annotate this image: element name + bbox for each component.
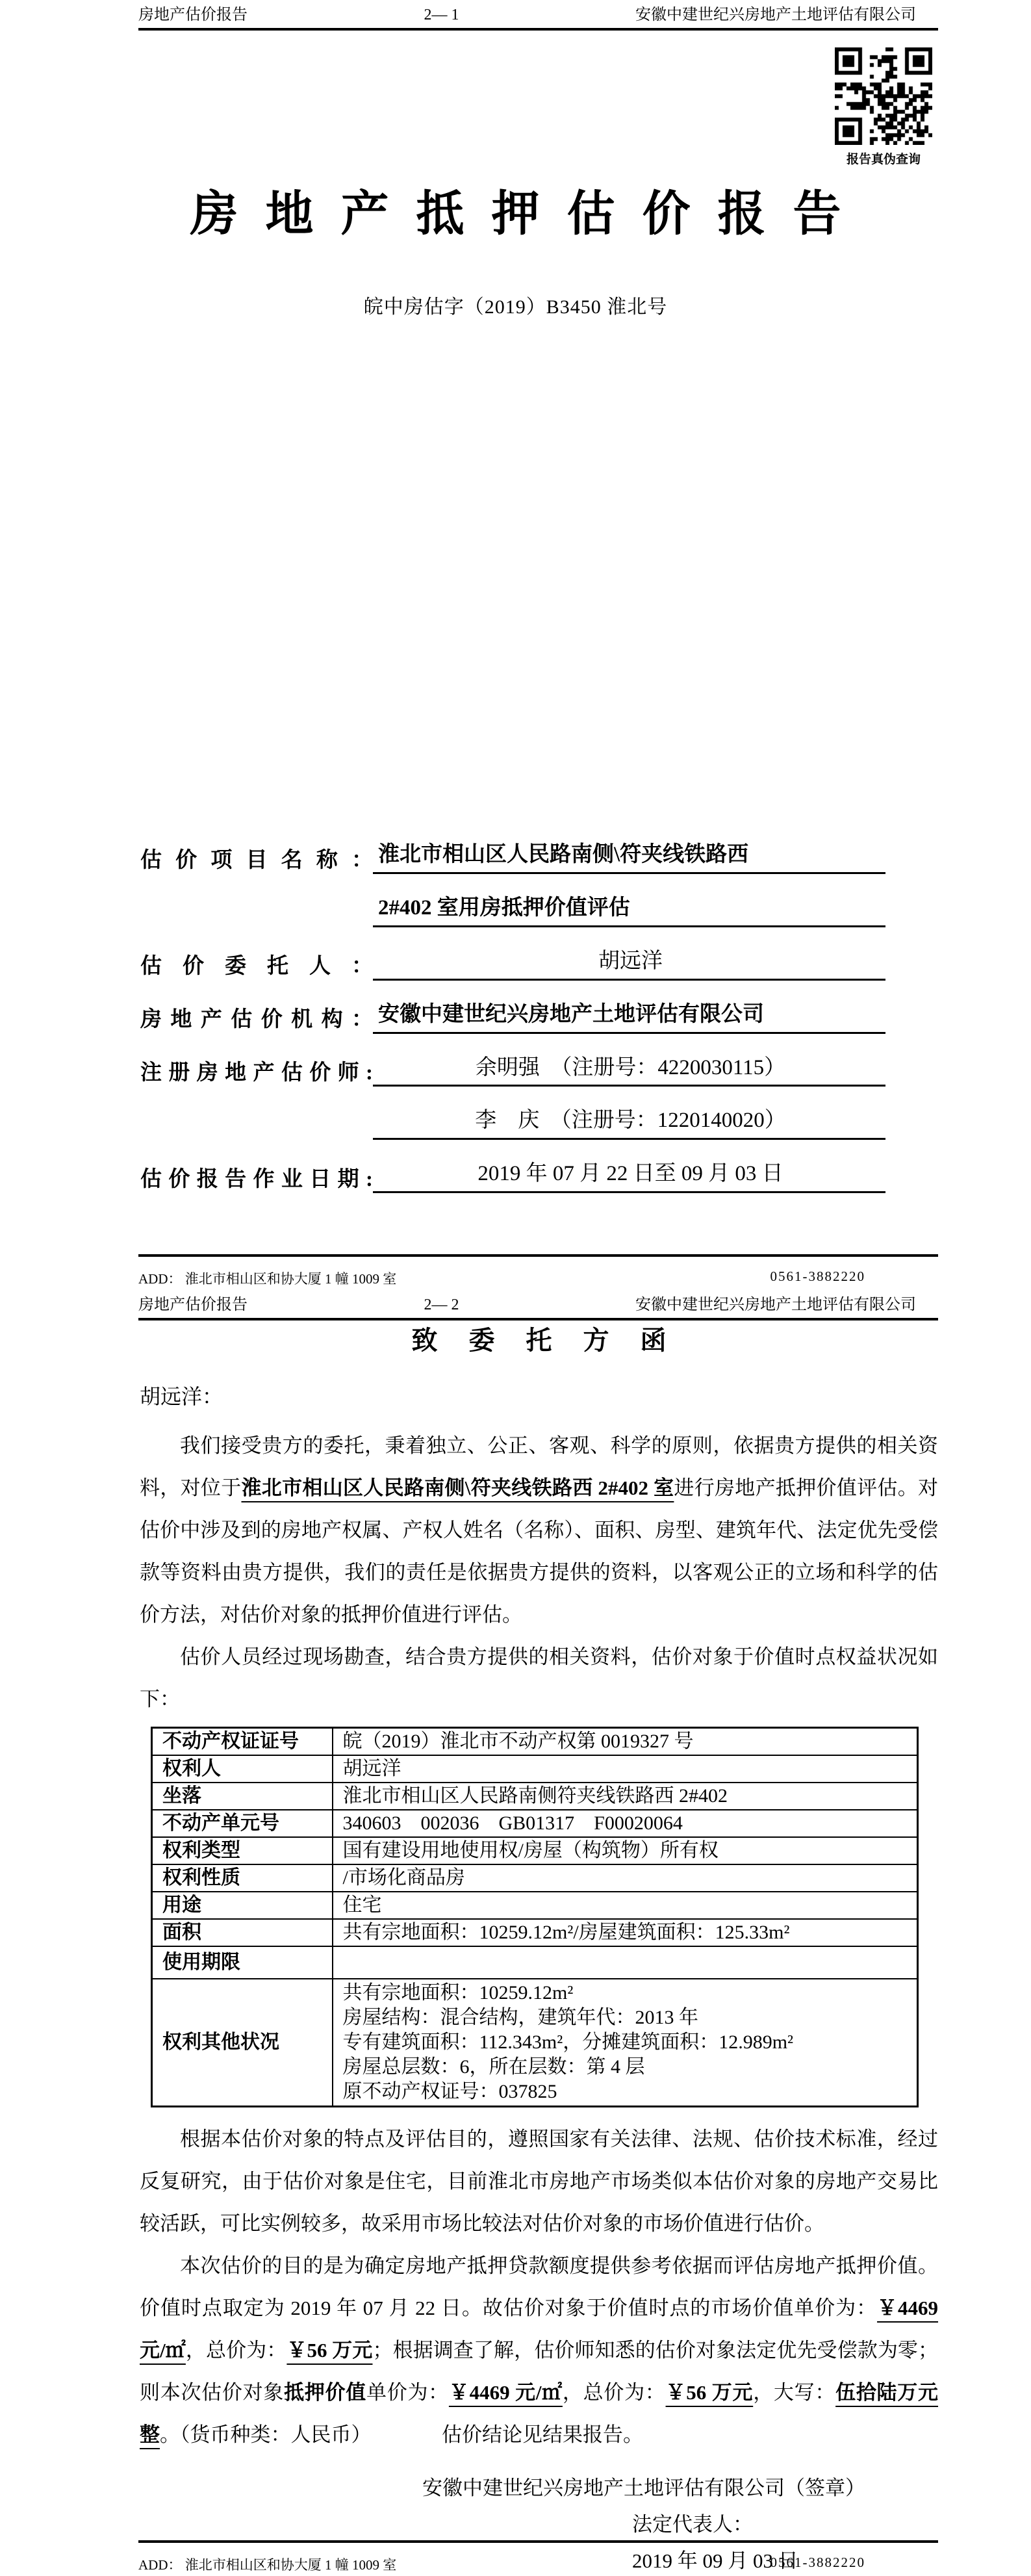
p1-text: 进行房地产抵押价值评估。对估价中涉及到的房地产权属、产权人姓名（名称）、面积、房型、建筑年代、法定优先受偿款等资料由贵方提供，我们的责任是依据贵方提供的资料，以客观公正的立场和科学的估价方法，对估价对象的抵押价值进行评估。	[140, 1476, 938, 1627]
table-value-cell: 住宅	[333, 1892, 918, 1919]
header-page-number: 2— 1	[424, 6, 459, 23]
letter-body	[0, 1290, 1031, 2576]
p1-text: 我们接受贵方的委托，秉着独立、公正、客观、科学的原则，依据贵方提供的相关资料，对位于	[140, 1434, 938, 1500]
p4-text: 。（货币种类：人民币） 估价结论见结果报告。	[160, 2423, 643, 2447]
table-label-cell: 权利性质	[152, 1864, 333, 1892]
table-value-cell	[333, 1946, 918, 1979]
table-label-cell: 坐落	[152, 1783, 333, 1810]
p4-text: ，总价为：	[185, 2339, 287, 2362]
table-row	[152, 1919, 918, 1946]
table-value-cell: /市场化商品房	[333, 1864, 918, 1892]
header-company: 安徽中建世纪兴房地产土地评估有限公司	[635, 1296, 916, 1313]
field-value: 胡远洋	[373, 947, 885, 981]
table-row	[152, 1810, 918, 1837]
field-agency	[140, 1001, 885, 1034]
p4-unit-price: ￥4469 元/㎡	[140, 2297, 939, 2362]
page-2	[0, 1290, 1031, 2576]
salutation: 胡远洋：	[140, 1385, 223, 1408]
page-2-header	[138, 1291, 938, 1320]
qr-caption: 报告真伪查询	[846, 153, 921, 166]
letter-title: 致委托方函	[411, 1326, 698, 1355]
table-row	[152, 1892, 918, 1919]
paragraph-3: 根据本估价对象的特点及评估目的，遵照国家有关法律、法规、估价技术标准，经过反复研究，由于估价对象是住宅，目前淮北市房地产市场类似本估价对象的房地产交易比较活跃，可比实例较多，故采用市场比较法对估价对象的市场价值进行估价。	[140, 2128, 938, 2235]
p4-text: ，大写：	[753, 2381, 836, 2404]
qr-code-icon	[835, 47, 932, 145]
table-label-cell: 权利类型	[152, 1837, 333, 1864]
table-row	[152, 1837, 918, 1864]
field-project-name	[140, 841, 885, 874]
signature-company: 安徽中建世纪兴房地产土地评估有限公司（签章）	[422, 2477, 865, 2500]
report-number: 皖中房估字（2019）B3450 淮北号	[363, 296, 668, 318]
table-row	[152, 1979, 918, 2107]
p4-mortgage-value-term: 抵押价值	[284, 2381, 366, 2404]
field-label: 估价项目名称：	[140, 848, 373, 872]
table-label-cell: 权利其他状况	[152, 1979, 333, 2107]
p4-total-price: ￥56 万元	[665, 2381, 754, 2404]
header-doc-type: 房地产估价报告	[138, 1296, 248, 1313]
table-value-line: 房屋结构：混合结构，建筑年代：2013 年	[342, 2007, 698, 2029]
page-1-footer	[138, 1254, 938, 1288]
p4-text: ；根据调查了解，估价师知悉的估价对象法定优先受偿款为零；则本次估价对象	[140, 2339, 939, 2404]
table-value-cell: 皖（2019）淮北市不动产权第 0019327 号	[333, 1728, 918, 1756]
page-2-footer	[138, 2540, 938, 2574]
table-value-cell: 淮北市相山区人民路南侧符夹线铁路西 2#402	[333, 1783, 918, 1810]
qr-block	[835, 47, 932, 167]
cover-fields	[140, 841, 885, 1213]
page-1-header	[138, 1, 938, 31]
table-label-cell: 使用期限	[152, 1946, 333, 1979]
table-label-cell: 面积	[152, 1919, 333, 1946]
footer-phone: 0561-3882220	[770, 2555, 865, 2570]
table-label-cell: 不动产权证证号	[152, 1728, 333, 1756]
p4-text: 本次估价的目的是为确定房地产抵押贷款额度提供参考依据而评估房地产抵押价值。价值时点取定为 2019 年 07 月 22 日。故估价对象于价值时点的市场价值单价为：	[140, 2254, 938, 2320]
p4-text: 单价为：	[366, 2381, 449, 2404]
table-row	[152, 1783, 918, 1810]
table-label-cell: 不动产单元号	[152, 1810, 333, 1837]
table-label-cell: 权利人	[152, 1755, 333, 1783]
table-row	[152, 1864, 918, 1892]
field-appraiser-1	[140, 1054, 885, 1087]
paragraph-1	[140, 1424, 938, 1636]
signature-legal-rep: 法定代表人：	[632, 2513, 753, 2536]
paragraph-2: 估价人员经过现场勘查，结合贵方提供的相关资料，估价对象于价值时点权益状况如下：	[140, 1645, 938, 1711]
field-value: 淮北市相山区人民路南侧\符夹线铁路西	[373, 841, 885, 874]
field-appraiser-2	[140, 1107, 885, 1140]
field-label: 注册房地产估价师:	[140, 1061, 373, 1085]
header-page-number: 2— 2	[424, 1296, 459, 1313]
footer-address: ADD： 淮北市相山区和协大厦 1 幢 1009 室	[138, 2557, 397, 2573]
field-value: 李 庆 （注册号：1220140020）	[373, 1107, 885, 1140]
p4-total-price: ￥56 万元	[286, 2339, 373, 2362]
field-label: 房地产估价机构：	[140, 1008, 373, 1032]
footer-phone: 0561-3882220	[770, 1269, 865, 1284]
field-value: 安徽中建世纪兴房地产土地评估有限公司	[373, 1001, 885, 1034]
property-rights-table	[151, 1727, 919, 2107]
field-value: 2#402 室用房抵押价值评估	[373, 894, 885, 927]
field-label: 估价报告作业日期:	[140, 1167, 373, 1191]
header-company: 安徽中建世纪兴房地产土地评估有限公司	[635, 6, 916, 23]
table-label-cell: 用途	[152, 1892, 333, 1919]
table-row	[152, 1946, 918, 1979]
table-value-line: 原不动产权证号：037825	[342, 2081, 557, 2103]
p4-text: ，总价为：	[562, 2381, 666, 2404]
footer-address: ADD： 淮北市相山区和协大厦 1 幢 1009 室	[138, 1271, 397, 1287]
p4-unit-price: ￥4469 元/㎡	[448, 2381, 563, 2404]
table-value-line: 房屋总层数：6，所在层数：第 4 层	[342, 2056, 645, 2078]
table-value-cell: 国有建设用地使用权/房屋（构筑物）所有权	[333, 1837, 918, 1864]
field-value: 2019 年 07 月 22 日至 09 月 03 日	[373, 1160, 885, 1193]
signature-date: 2019 年 09 月 03 日	[632, 2549, 798, 2573]
report-title: 房地产抵押估价报告	[190, 188, 869, 241]
p4-price-in-words: 伍拾陆万元整	[140, 2381, 939, 2447]
header-doc-type: 房地产估价报告	[138, 6, 248, 23]
table-row	[152, 1755, 918, 1783]
table-value-cell: 340603 002036 GB01317 F00020064	[333, 1810, 918, 1837]
table-value-cell: 共有宗地面积：10259.12m²/房屋建筑面积：125.33m²	[333, 1919, 918, 1946]
table-value-cell	[333, 1979, 918, 2107]
field-label: 估价委托人：	[140, 955, 373, 979]
table-value-line: 共有宗地面积：10259.12m²	[342, 1982, 574, 2004]
p1-property-address: 淮北市相山区人民路南侧\符夹线铁路西 2#402 室	[241, 1476, 674, 1500]
field-client	[140, 947, 885, 981]
field-project-name-line2	[140, 894, 885, 927]
field-work-date	[140, 1160, 885, 1193]
field-value: 余明强 （注册号：4220030115）	[373, 1054, 885, 1087]
table-value-cell: 胡远洋	[333, 1755, 918, 1783]
table-row	[152, 1728, 918, 1756]
table-value-line: 专有建筑面积：112.343m²，分摊建筑面积：12.989m²	[342, 2031, 794, 2054]
paragraph-4	[140, 2245, 938, 2456]
